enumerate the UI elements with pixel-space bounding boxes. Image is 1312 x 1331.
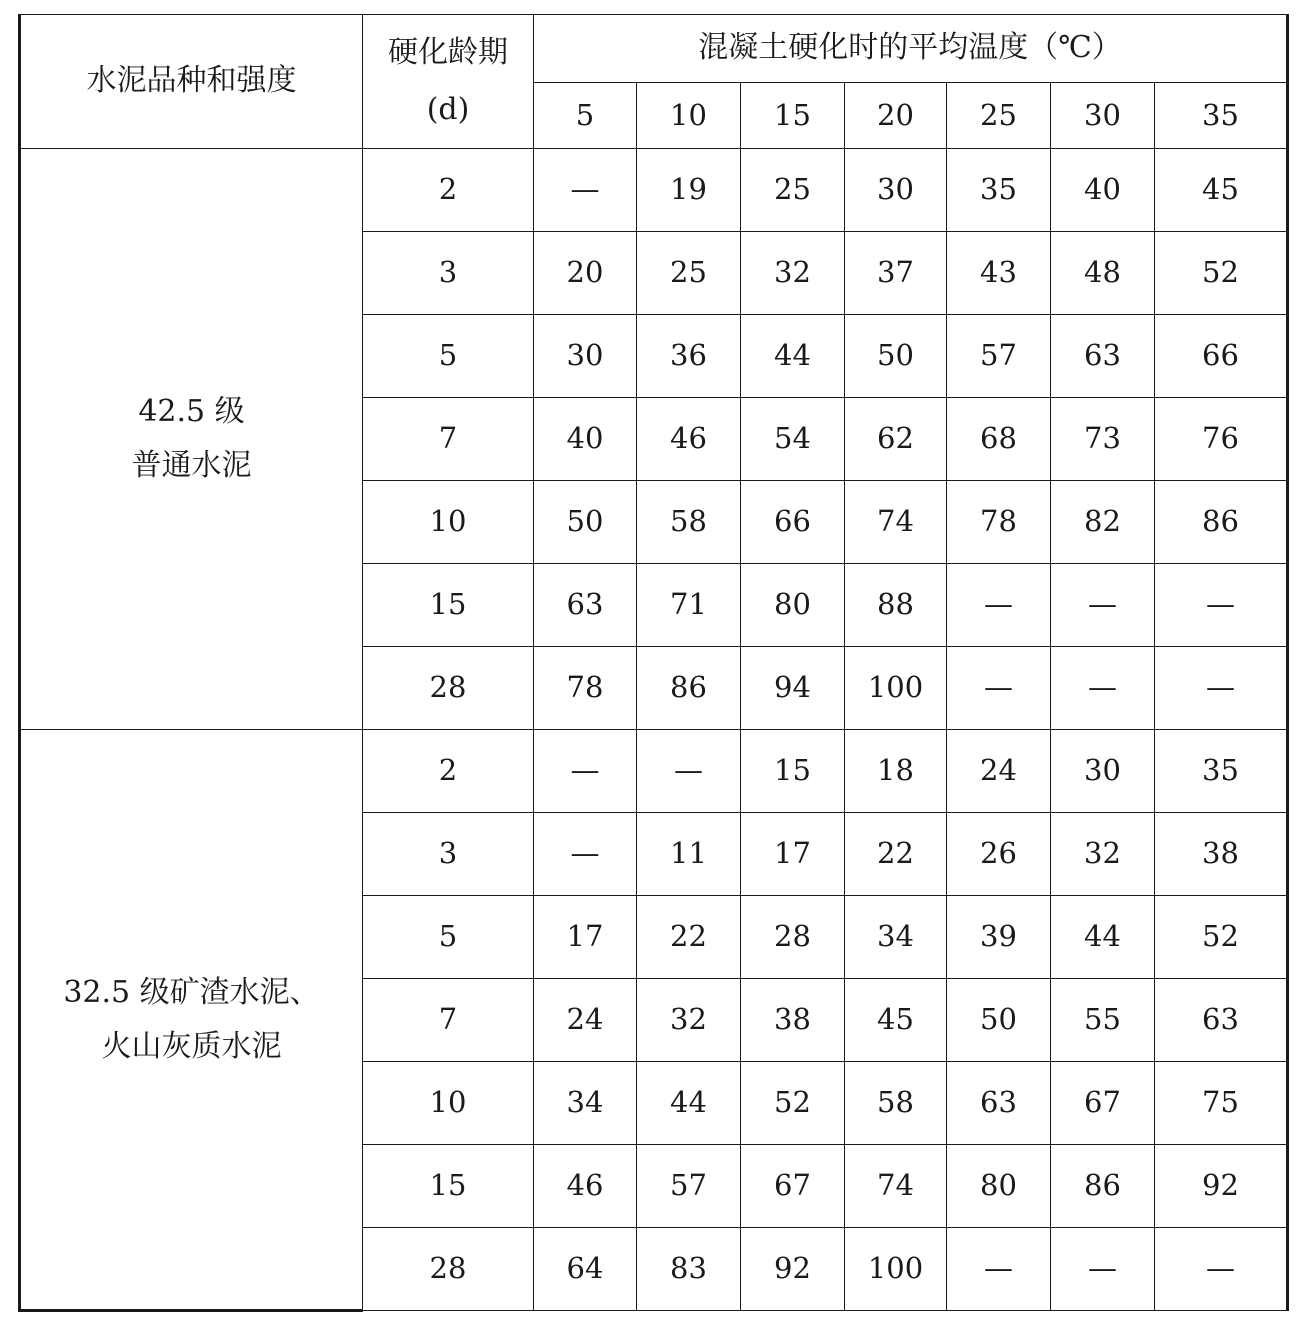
- strength-value-cell: —: [534, 149, 637, 232]
- strength-value-cell: 86: [1051, 1145, 1155, 1228]
- strength-value-cell: —: [1155, 1228, 1288, 1311]
- hardening-age-header-unit: (d): [426, 91, 470, 127]
- strength-value-cell: 32: [1051, 813, 1155, 896]
- table-row: [20, 730, 1288, 813]
- strength-value-cell: 24: [534, 979, 637, 1062]
- strength-value-cell: 92: [741, 1228, 845, 1311]
- temp-header-cell: 15: [741, 83, 845, 149]
- strength-value-cell: 100: [845, 1228, 947, 1311]
- strength-value-cell: 67: [741, 1145, 845, 1228]
- strength-value-cell: —: [1051, 647, 1155, 730]
- hardening-age-cell: 10: [363, 1062, 534, 1145]
- strength-value-cell: 46: [637, 398, 741, 481]
- strength-value-cell: 30: [534, 315, 637, 398]
- strength-value-cell: 20: [534, 232, 637, 315]
- strength-value-cell: 45: [1155, 149, 1288, 232]
- strength-value-cell: 44: [741, 315, 845, 398]
- strength-value-cell: —: [947, 564, 1051, 647]
- strength-value-cell: 80: [741, 564, 845, 647]
- hardening-age-cell: 15: [363, 564, 534, 647]
- strength-value-cell: 76: [1155, 398, 1288, 481]
- strength-value-cell: 63: [534, 564, 637, 647]
- strength-value-cell: 34: [845, 896, 947, 979]
- strength-value-cell: 44: [637, 1062, 741, 1145]
- hardening-age-cell: 28: [363, 647, 534, 730]
- strength-value-cell: 57: [637, 1145, 741, 1228]
- strength-value-cell: 52: [1155, 232, 1288, 315]
- strength-value-cell: 35: [1155, 730, 1288, 813]
- strength-value-cell: —: [534, 730, 637, 813]
- hardening-age-cell: 5: [363, 315, 534, 398]
- strength-value-cell: 18: [845, 730, 947, 813]
- strength-value-cell: —: [1051, 1228, 1155, 1311]
- hardening-age-cell: 7: [363, 398, 534, 481]
- hardening-age-cell: 2: [363, 149, 534, 232]
- strength-value-cell: 40: [1051, 149, 1155, 232]
- strength-value-cell: 75: [1155, 1062, 1288, 1145]
- avg-temperature-header: 混凝土硬化时的平均温度（℃）: [534, 15, 1288, 83]
- cement-type-cell: [20, 730, 363, 1311]
- strength-value-cell: 32: [741, 232, 845, 315]
- strength-value-cell: 86: [1155, 481, 1288, 564]
- strength-value-cell: 74: [845, 481, 947, 564]
- strength-value-cell: 22: [637, 896, 741, 979]
- strength-value-cell: 15: [741, 730, 845, 813]
- strength-value-cell: 83: [637, 1228, 741, 1311]
- hardening-age-cell: 28: [363, 1228, 534, 1311]
- hardening-age-header: [363, 15, 534, 149]
- strength-value-cell: 67: [1051, 1062, 1155, 1145]
- strength-value-cell: —: [947, 1228, 1051, 1311]
- strength-value-cell: 22: [845, 813, 947, 896]
- table-row: [20, 149, 1288, 232]
- strength-value-cell: 63: [1051, 315, 1155, 398]
- temp-header-cell: 25: [947, 83, 1051, 149]
- hardening-age-cell: 3: [363, 232, 534, 315]
- strength-value-cell: 25: [741, 149, 845, 232]
- strength-value-cell: 17: [741, 813, 845, 896]
- strength-value-cell: —: [1155, 564, 1288, 647]
- strength-value-cell: 50: [947, 979, 1051, 1062]
- strength-value-cell: 48: [1051, 232, 1155, 315]
- strength-value-cell: 94: [741, 647, 845, 730]
- strength-value-cell: 63: [947, 1062, 1051, 1145]
- strength-value-cell: 66: [1155, 315, 1288, 398]
- cement-type-label: 普通水泥: [131, 448, 252, 483]
- strength-value-cell: 50: [845, 315, 947, 398]
- temp-header-cell: 35: [1155, 83, 1288, 149]
- strength-value-cell: 17: [534, 896, 637, 979]
- strength-value-cell: 24: [947, 730, 1051, 813]
- strength-table: [18, 14, 1289, 1312]
- cement-grade-label: 32.5 级矿渣水泥、: [63, 974, 320, 1010]
- hardening-age-cell: 10: [363, 481, 534, 564]
- strength-value-cell: 38: [1155, 813, 1288, 896]
- strength-value-cell: 63: [1155, 979, 1288, 1062]
- strength-value-cell: 58: [845, 1062, 947, 1145]
- strength-value-cell: 64: [534, 1228, 637, 1311]
- strength-value-cell: 34: [534, 1062, 637, 1145]
- strength-value-cell: 62: [845, 398, 947, 481]
- strength-value-cell: 55: [1051, 979, 1155, 1062]
- strength-value-cell: —: [534, 813, 637, 896]
- strength-value-cell: 74: [845, 1145, 947, 1228]
- hardening-age-cell: 7: [363, 979, 534, 1062]
- strength-value-cell: 80: [947, 1145, 1051, 1228]
- strength-value-cell: 52: [1155, 896, 1288, 979]
- strength-value-cell: —: [637, 730, 741, 813]
- temp-header-cell: 10: [637, 83, 741, 149]
- strength-value-cell: 36: [637, 315, 741, 398]
- temp-header-cell: 20: [845, 83, 947, 149]
- hardening-age-cell: 5: [363, 896, 534, 979]
- strength-value-cell: 32: [637, 979, 741, 1062]
- strength-value-cell: 100: [845, 647, 947, 730]
- strength-value-cell: —: [1155, 647, 1288, 730]
- strength-value-cell: —: [947, 647, 1051, 730]
- strength-value-cell: 11: [637, 813, 741, 896]
- strength-value-cell: 58: [637, 481, 741, 564]
- strength-value-cell: 52: [741, 1062, 845, 1145]
- strength-value-cell: 50: [534, 481, 637, 564]
- strength-value-cell: 82: [1051, 481, 1155, 564]
- strength-value-cell: 37: [845, 232, 947, 315]
- hardening-age-cell: 3: [363, 813, 534, 896]
- strength-value-cell: 25: [637, 232, 741, 315]
- strength-value-cell: 44: [1051, 896, 1155, 979]
- strength-value-cell: 30: [845, 149, 947, 232]
- strength-value-cell: 66: [741, 481, 845, 564]
- temp-header-cell: 5: [534, 83, 637, 149]
- strength-value-cell: 73: [1051, 398, 1155, 481]
- header-row-1: [20, 15, 1288, 83]
- strength-value-cell: —: [1051, 564, 1155, 647]
- strength-value-cell: 86: [637, 647, 741, 730]
- strength-value-cell: 28: [741, 896, 845, 979]
- strength-value-cell: 92: [1155, 1145, 1288, 1228]
- cement-type-label: 火山灰质水泥: [101, 1028, 282, 1064]
- strength-value-cell: 57: [947, 315, 1051, 398]
- strength-value-cell: 78: [534, 647, 637, 730]
- cement-grade-label: 42.5 级: [138, 394, 245, 429]
- strength-value-cell: 88: [845, 564, 947, 647]
- strength-value-cell: 38: [741, 979, 845, 1062]
- hardening-age-cell: 2: [363, 730, 534, 813]
- hardening-age-cell: 15: [363, 1145, 534, 1228]
- cement-type-cell: [20, 149, 363, 730]
- hardening-age-header-line1: 硬化龄期: [388, 35, 508, 70]
- table-body: [20, 15, 1288, 1311]
- table-container: [18, 14, 1289, 1312]
- strength-value-cell: 54: [741, 398, 845, 481]
- strength-value-cell: 43: [947, 232, 1051, 315]
- strength-value-cell: 19: [637, 149, 741, 232]
- strength-value-cell: 68: [947, 398, 1051, 481]
- strength-value-cell: 26: [947, 813, 1051, 896]
- strength-value-cell: 39: [947, 896, 1051, 979]
- strength-value-cell: 35: [947, 149, 1051, 232]
- strength-value-cell: 46: [534, 1145, 637, 1228]
- strength-value-cell: 30: [1051, 730, 1155, 813]
- temp-header-cell: 30: [1051, 83, 1155, 149]
- cement-type-header: 水泥品种和强度: [20, 15, 363, 149]
- strength-value-cell: 71: [637, 564, 741, 647]
- strength-value-cell: 40: [534, 398, 637, 481]
- strength-value-cell: 78: [947, 481, 1051, 564]
- strength-value-cell: 45: [845, 979, 947, 1062]
